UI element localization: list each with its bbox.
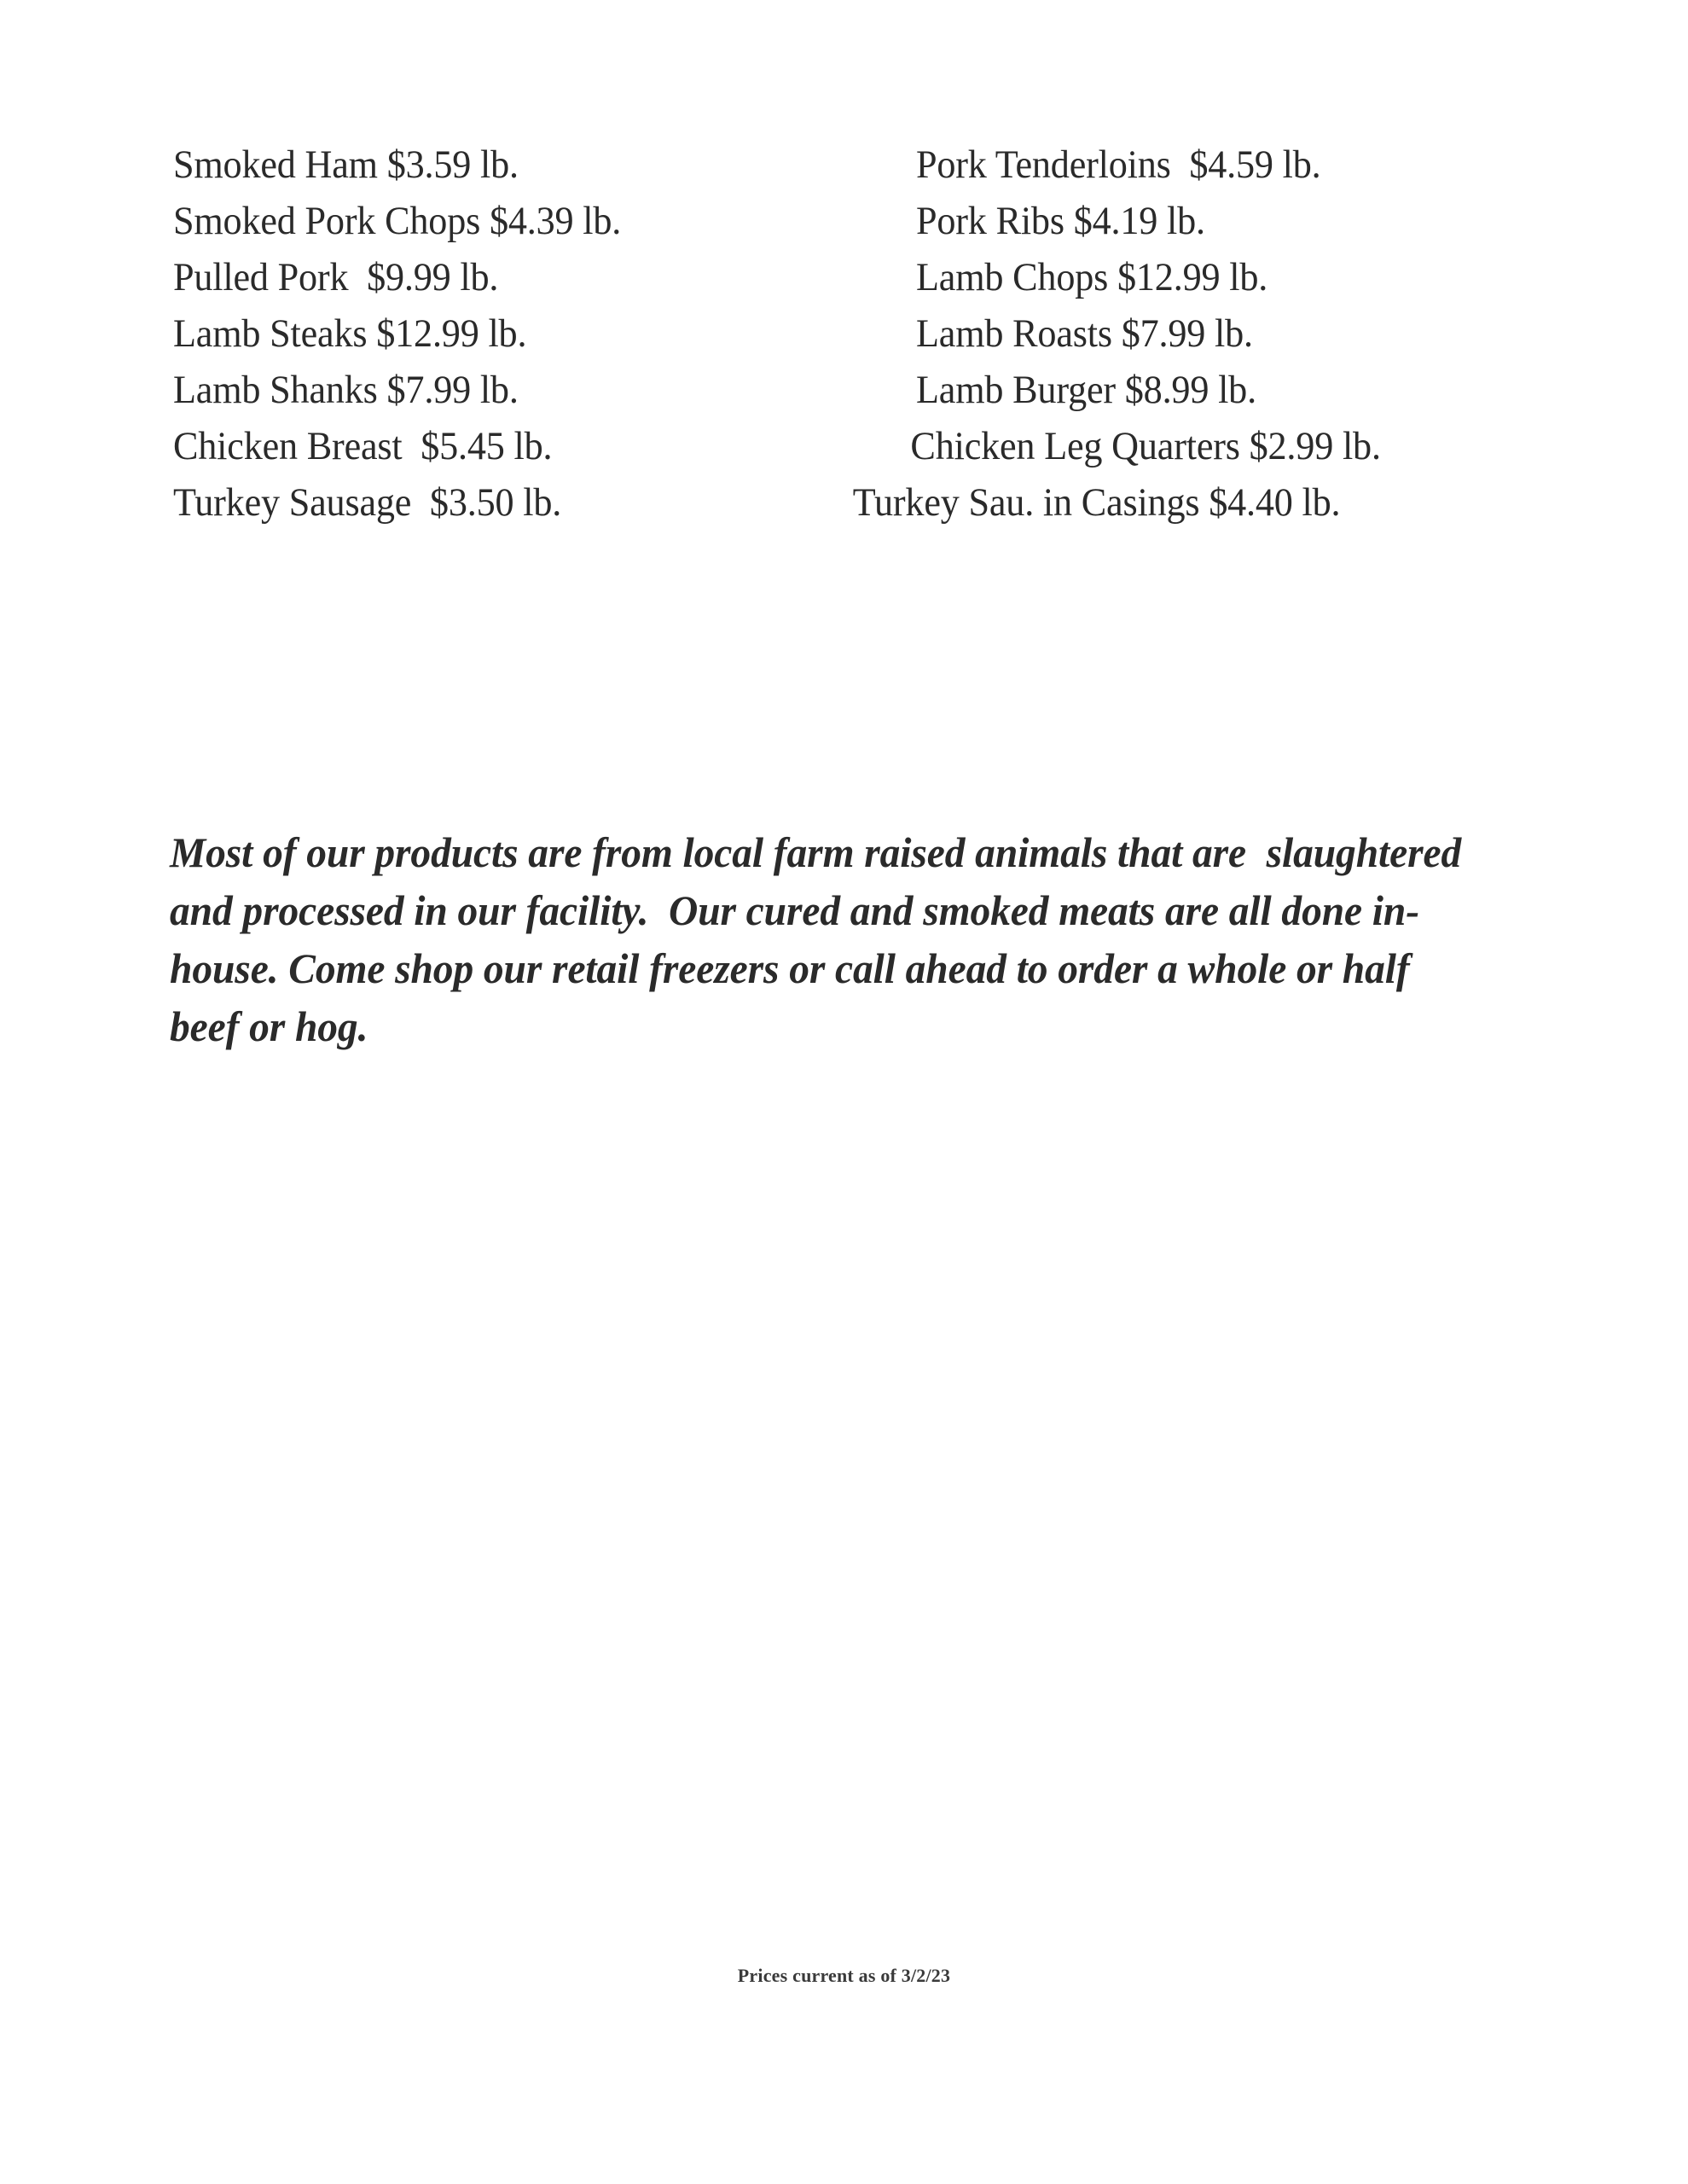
price-line: Pork Tenderloins $4.59 lb. (916, 142, 1321, 187)
price-line: Lamb Steaks $12.99 lb. (173, 311, 527, 356)
prices-current-footer: Prices current as of 3/2/23 (737, 1965, 951, 1986)
price-line: Pulled Pork $9.99 lb. (173, 255, 499, 299)
price-line: Smoked Ham $3.59 lb. (173, 142, 519, 187)
price-list (0, 136, 1688, 537)
price-line: Lamb Burger $8.99 lb. (916, 368, 1256, 412)
price-column-left (173, 136, 821, 531)
price-line: Turkey Sau. in Casings $4.40 lb. (852, 480, 1341, 525)
price-line: Lamb Shanks $7.99 lb. (173, 368, 519, 412)
price-line: Lamb Roasts $7.99 lb. (916, 311, 1253, 356)
price-line: Chicken Leg Quarters $2.99 lb. (910, 424, 1381, 468)
price-line: Pork Ribs $4.19 lb. (916, 199, 1205, 243)
price-line: Turkey Sausage $3.50 lb. (173, 480, 562, 525)
price-line: Lamb Chops $12.99 lb. (916, 255, 1268, 299)
price-line: Chicken Breast $5.45 lb. (173, 424, 553, 468)
about-paragraph: Most of our products are from local farm raised animals that are slaughtered and processed in our facility. Our cured and smoked meats are all done in-house. Come shop our retail freezers or call ahead to order a whole or half beef or hog. (170, 828, 1471, 1050)
price-line: Smoked Pork Chops $4.39 lb. (173, 199, 622, 243)
price-column-right (836, 136, 1604, 531)
